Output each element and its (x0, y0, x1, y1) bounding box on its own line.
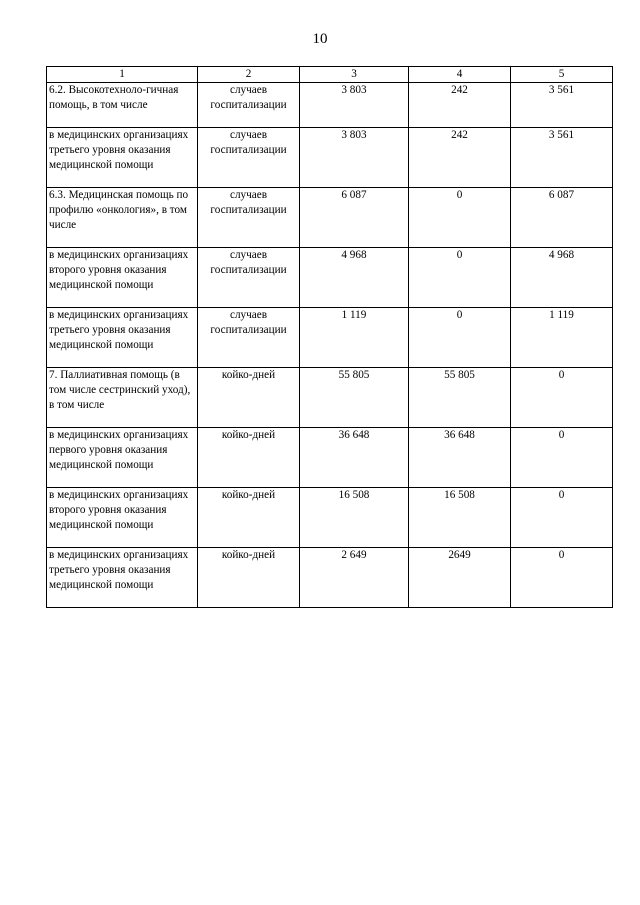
table-header (47, 67, 613, 83)
row-value-col3: 2 649 (300, 548, 409, 608)
row-value-col4: 55 805 (409, 368, 511, 428)
row-unit-cell: случаев госпитализации (198, 248, 300, 308)
table-row (47, 83, 613, 128)
row-value-col5: 0 (511, 548, 613, 608)
row-value-col5: 4 968 (511, 248, 613, 308)
row-value-col3: 1 119 (300, 308, 409, 368)
row-value-col4: 0 (409, 188, 511, 248)
row-unit-cell: койко-дней (198, 428, 300, 488)
table-row (47, 188, 613, 248)
row-value-col5: 1 119 (511, 308, 613, 368)
row-value-col5: 6 087 (511, 188, 613, 248)
column-header-2: 2 (198, 67, 300, 83)
row-unit-cell: случаев госпитализации (198, 83, 300, 128)
row-value-col4: 2649 (409, 548, 511, 608)
row-value-col3: 3 803 (300, 128, 409, 188)
row-unit-cell: случаев госпитализации (198, 308, 300, 368)
row-name-cell: в медицинских организациях второго уровня оказания медицинской помощи (47, 488, 198, 548)
row-name-cell: в медицинских организациях третьего уровня оказания медицинской помощи (47, 308, 198, 368)
row-value-col3: 4 968 (300, 248, 409, 308)
table-body (47, 83, 613, 608)
column-header-3: 3 (300, 67, 409, 83)
row-value-col4: 242 (409, 128, 511, 188)
row-unit-cell: койко-дней (198, 548, 300, 608)
header-row (47, 67, 613, 83)
page-number: 10 (312, 31, 328, 47)
table-row (47, 248, 613, 308)
row-value-col3: 6 087 (300, 188, 409, 248)
row-unit-cell: койко-дней (198, 488, 300, 548)
row-value-col5: 3 561 (511, 128, 613, 188)
row-name-cell: в медицинских организациях третьего уровня оказания медицинской помощи (47, 128, 198, 188)
table-row (47, 548, 613, 608)
table-row (47, 308, 613, 368)
row-value-col5: 3 561 (511, 83, 613, 128)
row-name-cell: 6.2. Высокотехноло-гичная помощь, в том числе (47, 83, 198, 128)
row-name-cell: в медицинских организациях второго уровня оказания медицинской помощи (47, 248, 198, 308)
row-unit-cell: случаев госпитализации (198, 128, 300, 188)
row-name-cell: 6.3. Медицинская помощь по профилю «онкология», в том числе (47, 188, 198, 248)
table-row (47, 428, 613, 488)
table-row (47, 368, 613, 428)
row-value-col3: 16 508 (300, 488, 409, 548)
row-unit-cell: случаев госпитализации (198, 188, 300, 248)
row-value-col5: 0 (511, 428, 613, 488)
row-value-col3: 3 803 (300, 83, 409, 128)
row-value-col4: 0 (409, 248, 511, 308)
row-name-cell: в медицинских организациях первого уровня оказания медицинской помощи (47, 428, 198, 488)
row-value-col4: 242 (409, 83, 511, 128)
row-name-cell: в медицинских организациях третьего уровня оказания медицинской помощи (47, 548, 198, 608)
table-row (47, 128, 613, 188)
row-unit-cell: койко-дней (198, 368, 300, 428)
row-value-col3: 36 648 (300, 428, 409, 488)
row-value-col4: 0 (409, 308, 511, 368)
table-row (47, 488, 613, 548)
column-header-5: 5 (511, 67, 613, 83)
column-header-1: 1 (47, 67, 198, 83)
column-header-4: 4 (409, 67, 511, 83)
row-value-col4: 16 508 (409, 488, 511, 548)
row-value-col5: 0 (511, 368, 613, 428)
row-value-col3: 55 805 (300, 368, 409, 428)
row-value-col5: 0 (511, 488, 613, 548)
data-table (46, 66, 613, 608)
row-name-cell: 7. Паллиативная помощь (в том числе сестринский уход), в том числе (47, 368, 198, 428)
row-value-col4: 36 648 (409, 428, 511, 488)
